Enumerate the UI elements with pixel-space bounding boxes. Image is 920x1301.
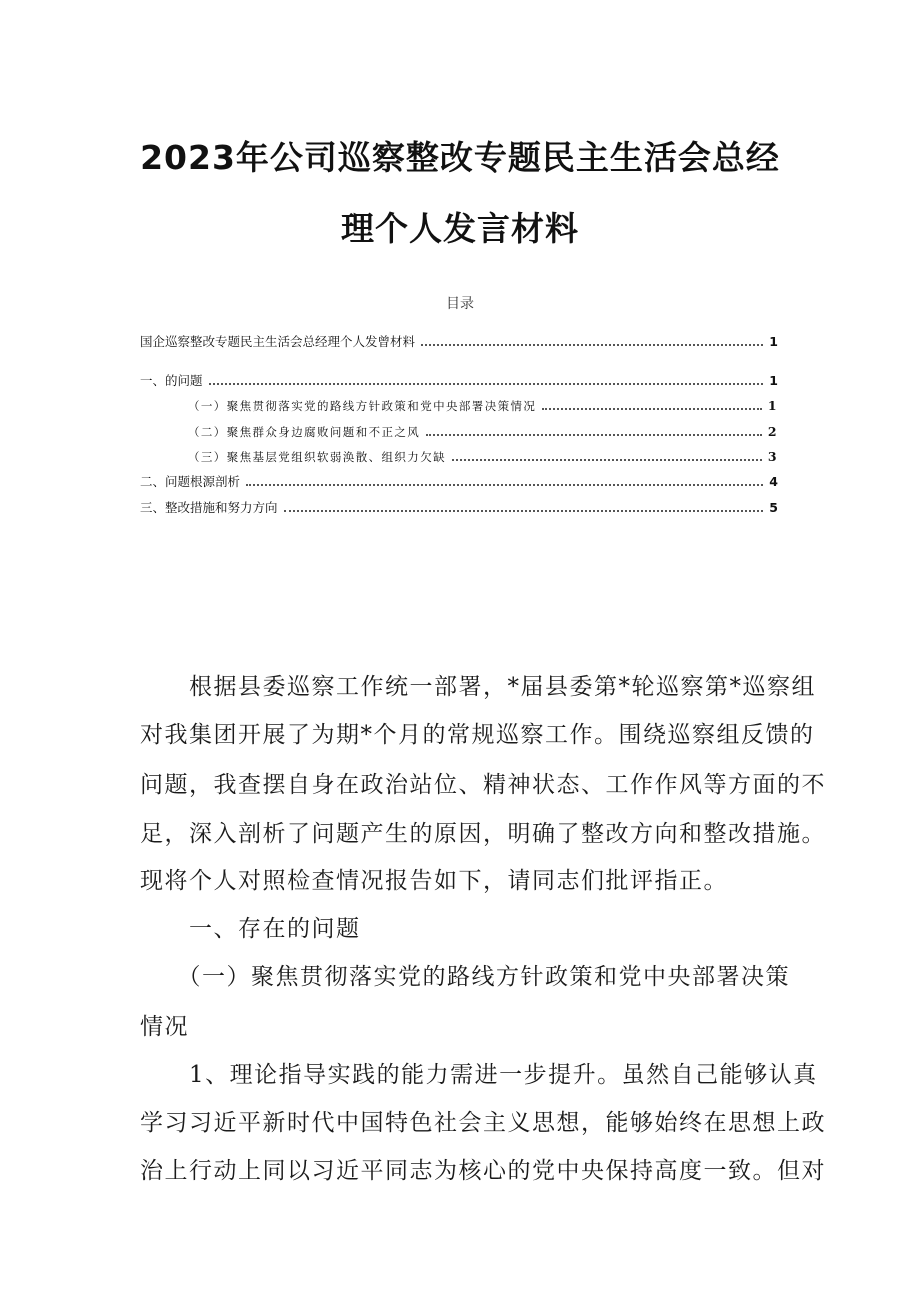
toc-entry[interactable] — [140, 330, 778, 350]
toc-entry-page: 3 — [767, 449, 778, 464]
toc-leader-dots — [542, 408, 762, 410]
toc-leader-dots — [421, 344, 763, 346]
body-line: 问题，我查摆自身在政治站位、精神状态、工作作风等方面的不 — [140, 772, 826, 798]
section-heading: 一、存在的问题 — [140, 916, 361, 942]
toc-entry[interactable] — [140, 496, 778, 516]
toc-entry-title: （一）聚焦贯彻落实党的路线方针政策和党中央部署决策情况 — [188, 399, 537, 413]
toc-entry-title: （三）聚焦基层党组织软弱涣散、组织力欠缺 — [188, 450, 446, 464]
toc-entry-page: 1 — [767, 398, 778, 413]
toc-leader-dots — [246, 484, 763, 486]
body-line: 对我集团开展了为期*个月的常规巡察工作。围绕巡察组反馈的 — [140, 722, 815, 748]
toc-leader-dots — [284, 510, 764, 512]
body-line: 学习习近平新时代中国特色社会主义思想，能够始终在思想上政 — [140, 1110, 826, 1136]
subsection-heading-continued: 情况 — [140, 1014, 189, 1040]
toc-entry-page: 1 — [769, 373, 778, 388]
toc-leader-dots — [452, 459, 762, 461]
toc-entry-title: 国企巡察整改专题民主生活会总经理个人发曾材料 — [140, 334, 416, 349]
body-line: 足，深入剖析了问题产生的原因，明确了整改方向和整改措施。 — [140, 821, 826, 847]
toc-entry[interactable] — [140, 369, 778, 389]
toc-entry-page: 5 — [769, 500, 778, 515]
subsection-heading: （一）聚焦贯彻落实党的路线方针政策和党中央部署决策 — [140, 964, 790, 990]
toc-entry-title: 一、的问题 — [140, 373, 203, 388]
document-title-line-1: 2023年公司巡察整改专题民主生活会总经 — [140, 138, 780, 177]
toc-entry[interactable] — [188, 445, 778, 465]
body-line: 1、理论指导实践的能力需进一步提升。虽然自己能够认真 — [140, 1062, 818, 1088]
toc-entry-page: 1 — [769, 334, 778, 349]
body-line: 治上行动上同以习近平同志为核心的党中央保持高度一致。但对 — [140, 1158, 826, 1184]
toc-entry-title: 二、问题根源剖析 — [140, 474, 241, 489]
body-line: 根据县委巡察工作统一部署，*届县委第*轮巡察第*巡察组 — [140, 674, 816, 700]
toc-leader-dots — [209, 383, 764, 385]
toc-entry-page: 2 — [767, 424, 778, 439]
toc-leader-dots — [426, 434, 762, 436]
document-title-line-2: 理个人发言材料 — [341, 209, 579, 248]
toc-entry[interactable] — [140, 470, 778, 490]
toc-entry[interactable] — [188, 394, 778, 414]
body-line: 现将个人对照检查情况报告如下，请同志们批评指正。 — [140, 868, 728, 894]
toc-heading: 目录 — [446, 296, 474, 312]
toc-entry-title: 三、整改措施和努力方向 — [140, 500, 278, 515]
toc-entry[interactable] — [188, 420, 778, 440]
toc-entry-title: （二）聚焦群众身边腐败问题和不正之风 — [188, 425, 421, 439]
toc-entry-page: 4 — [769, 474, 778, 489]
